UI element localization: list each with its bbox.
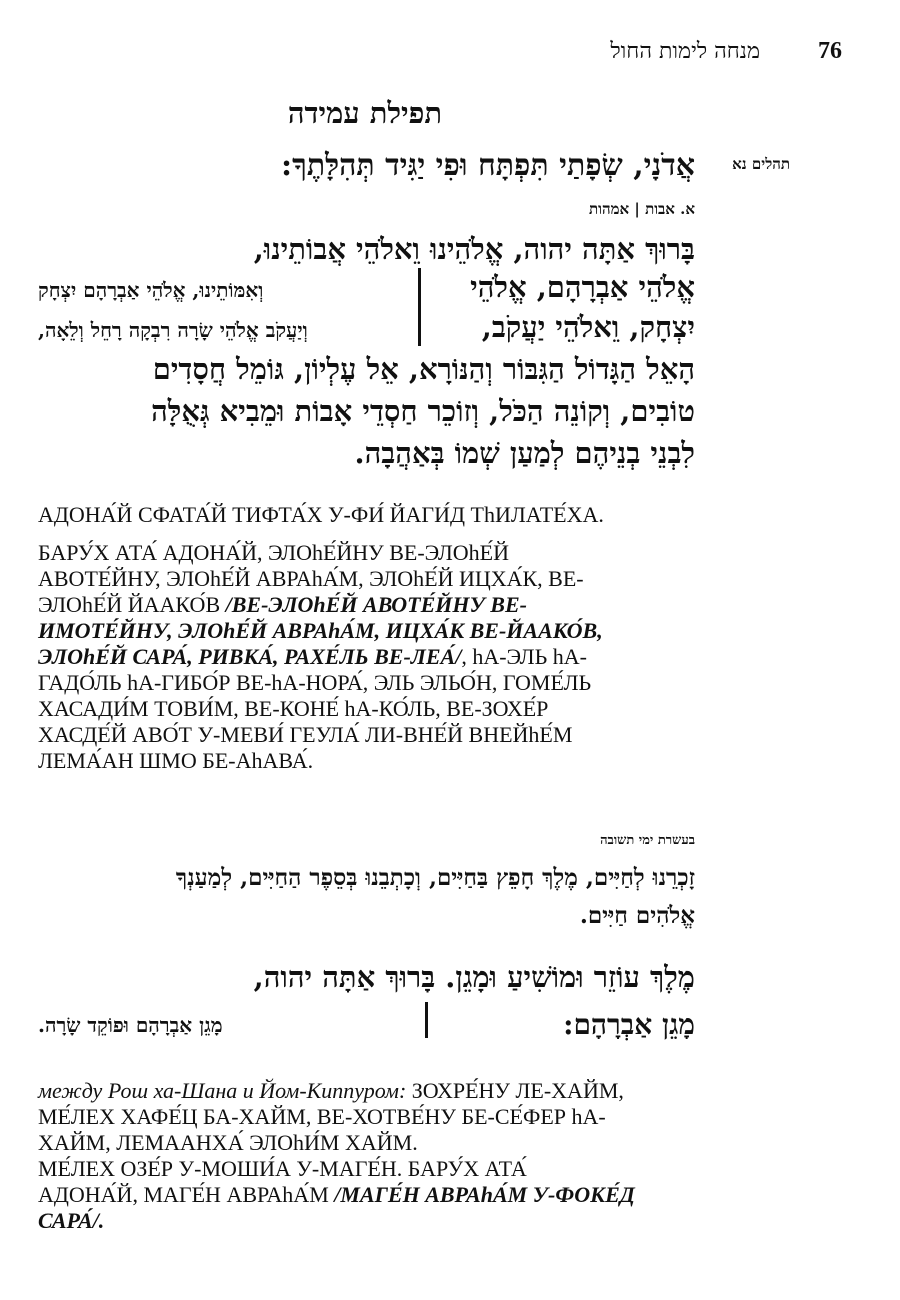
- magen-right: מָגֵן אַבְרָהָם:: [563, 1008, 695, 1041]
- avot-line-4: הָאֵל הַגָּדוֹל הַגִּבּוֹר וְהַנּוֹרָא, אֵל עֶלְיוֹן, גּוֹמֵל חֲסָדִים: [152, 352, 695, 386]
- zochrenu-line-2: אֱלֹהִים חַיִּים.: [579, 902, 695, 929]
- russian-line: АДОНА́Й, МАГЕ́Н АВРАhА́М /МАГЕ́Н АВРАhА́М У-ФОКЕ́Д: [38, 1182, 635, 1207]
- russian-line: ЭЛОhЕ́Й ЙААКО́В /ВЕ-ЭЛОhЕ́Й АВОТЕ́ЙНУ ВЕ-: [38, 592, 527, 617]
- russian-line: ХАСАДИ́М ТОВИ́М, ВЕ-КОНЕ́ hА-КО́ЛЬ, ВЕ-ЗОХЕ́Р: [38, 696, 549, 721]
- avot-line-1: בָּרוּךְ אַתָּה יהוה, אֱלֹהֵינוּ וֵאלֹהֵי אֲבוֹתֵינוּ,: [253, 232, 695, 266]
- russian-line: ЭЛОhЕ́Й САРА́, РИВКА́, РАХЕ́ЛЬ ВЕ-ЛЕА́/, hА-ЭЛЬ hА-: [38, 644, 587, 669]
- avot-line-5: טוֹבִים, וְקוֹנֵה הַכֹּל, וְזוֹכֵר חַסְדֵי אָבוֹת וּמֵבִיא גְּאֻלָּה: [151, 394, 695, 428]
- russian-line: БАРУ́Х АТА́ АДОНА́Й, ЭЛОhЕ́ЙНУ ВЕ-ЭЛОhЕ́Й: [38, 540, 509, 565]
- opening-verse: אֲדֹנָי, שְׂפָתַי תִּפְתָּח וּפִי יַגִּיד תְּהִלָּתֶךָ:: [281, 148, 695, 183]
- avot-line-3-right: יִצְחָק, וֵאלֹהֵי יַעֲקֹב,: [481, 310, 695, 344]
- page-number: 76: [818, 38, 842, 64]
- russian-line: МЕ́ЛЕХ ХАФЕ́Ц БА-ХАЙМ, ВЕ-ХОТВЕ́НУ БЕ-СЕ́ФЕР hА-: [38, 1104, 606, 1129]
- russian-line: МЕ́ЛЕХ ОЗЕ́Р У-МОШИ́А У-МАГЕ́Н. БАРУ́Х АТА́: [38, 1156, 527, 1181]
- aseret-label: בעשרת ימי תשובה: [600, 833, 695, 848]
- section-title: תפילת עמידה: [287, 96, 443, 130]
- running-header: מנחה לימות החול: [610, 39, 760, 64]
- russian-line: ХАСДЕ́Й АВО́Т У-МЕВИ́ ГЕУЛА́ ЛИ-ВНЕ́Й ВНЕЙhЕ́М: [38, 722, 573, 747]
- sub-heading: א. אבות | אמהות: [589, 200, 695, 218]
- russian-line: ИМОТЕ́ЙНУ, ЭЛОhЕ́Й АВРАhА́М, ИЦХА́К ВЕ-ЙААКО́В,: [38, 618, 603, 643]
- avot-line-2-right: אֱלֹהֵי אַבְרָהָם, אֱלֹהֵי: [470, 270, 695, 304]
- zochrenu-line-1: זָכְרֵנוּ לְחַיִּים, מֶלֶךְ חָפֵץ בַּחַיִּים, וְכָתְבֵנוּ בְּסֵפֶר הַחַיִּים, לְמַעַנְךָ: [175, 864, 695, 891]
- russian-line: САРА́/.: [38, 1208, 105, 1233]
- divider-bar: [425, 1002, 428, 1038]
- magen-left: מָגֵן אַבְרָהָם וּפוֹקֵד שָׂרָה.: [38, 1013, 223, 1037]
- russian-line: ЛЕМА́АН ШМО БЕ-АhАВА́.: [38, 748, 314, 773]
- divider-bar: [418, 268, 421, 346]
- avot-line-2-left: וְאִמּוֹתֵינוּ, אֱלֹהֵי אַבְרָהָם יִצְחָק: [38, 278, 264, 302]
- russian-line: ХАЙМ, ЛЕМААНХА́ ЭЛОhИ́М ХАЙМ.: [38, 1130, 418, 1155]
- russian-opening: АДОНА́Й СФАТА́Й ТИФТА́Х У-ФИ́ ЙАГИ́Д ТhИЛАТЕ́ХА.: [38, 502, 604, 527]
- side-reference: תהלים נא: [732, 155, 790, 173]
- russian-line: между Рош ха-Шана и Йом-Киппуром: ЗОХРЕ́НУ ЛЕ-ХАЙМ,: [38, 1078, 624, 1103]
- avot-line-3-left: וְיַעֲקֹב אֱלֹהֵי שָׂרָה רִבְקָה רָחֵל וְלֵאָה,: [38, 318, 308, 342]
- avot-line-6: לִבְנֵי בְנֵיהֶם לְמַעַן שְׁמוֹ בְּאַהֲבָה.: [354, 436, 695, 470]
- russian-line: ГАДО́ЛЬ hА-ГИБО́Р ВЕ-hА-НОРА́, ЭЛЬ ЭЛЬО́Н, ГОМЕ́ЛЬ: [38, 670, 592, 695]
- melech-line: מֶלֶךְ עוֹזֵר וּמוֹשִׁיעַ וּמָגֵן. בָּרוּךְ אַתָּה יהוה,: [253, 960, 695, 994]
- russian-line: АВОТЕ́ЙНУ, ЭЛОhЕ́Й АВРАhА́М, ЭЛОhЕ́Й ИЦХА́К, ВЕ-: [38, 566, 584, 591]
